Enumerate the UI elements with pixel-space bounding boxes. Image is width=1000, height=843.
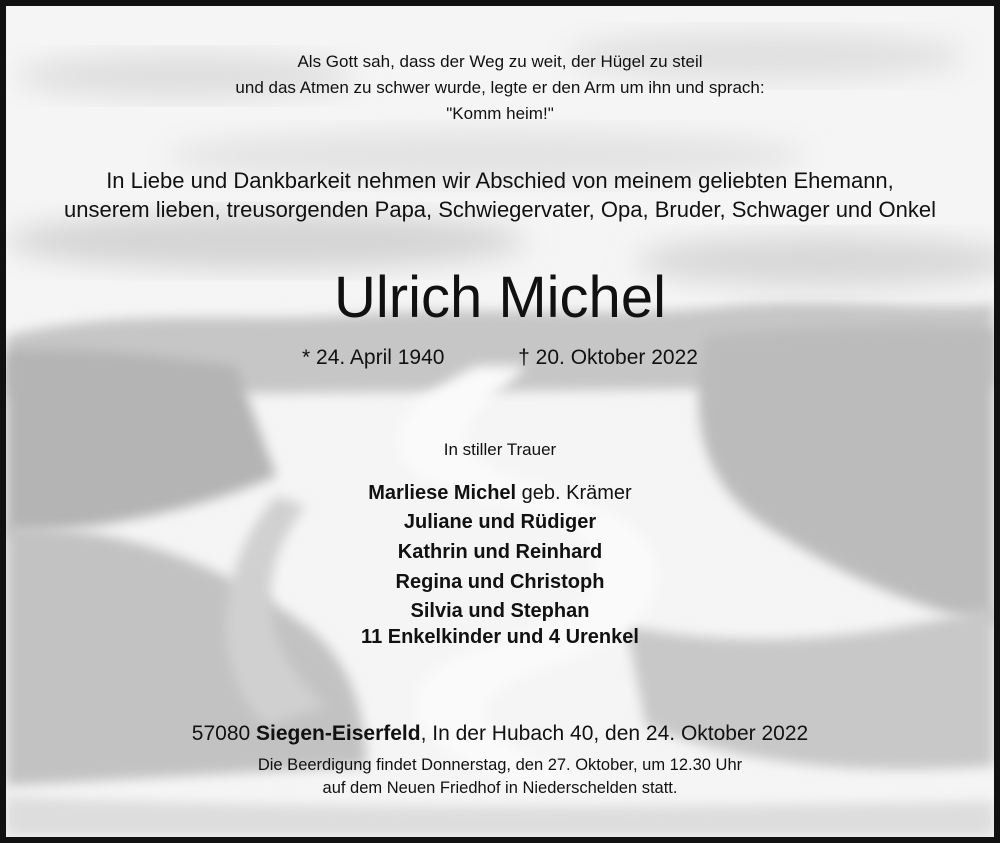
- death-date: † 20. Oktober 2022: [518, 346, 698, 369]
- family-member: Kathrin und Reinhard: [397, 541, 603, 563]
- life-dates: [6, 346, 994, 370]
- address-postcode: 57080: [191, 722, 257, 745]
- pencil-landscape-background: [6, 6, 994, 837]
- widow-name: Marliese Michel: [368, 482, 517, 504]
- funeral-line-2: auf dem Neuen Friedhof in Niederschelden statt.: [322, 779, 678, 797]
- widow-maiden-name: geb. Krämer: [516, 482, 632, 504]
- poem-line-3: "Komm heim!": [446, 104, 554, 123]
- widow-line: [6, 482, 994, 505]
- family-member: Juliane und Rüdiger: [403, 511, 597, 533]
- address-line: [6, 722, 994, 746]
- funeral-line-1: Die Beerdigung findet Donnerstag, den 27. Oktober, um 12.30 Uhr: [257, 756, 743, 774]
- intro-line-1: In Liebe und Dankbarkeit nehmen wir Abschied von meinem geliebten Ehemann,: [106, 168, 894, 193]
- deceased-name: Ulrich Michel: [334, 265, 666, 330]
- birth-date: * 24. April 1940: [302, 346, 445, 369]
- mourning-label: In stiller Trauer: [443, 440, 557, 459]
- poem-line-2: und das Atmen zu schwer wurde, legte er den Arm um ihn und sprach:: [235, 78, 765, 97]
- address-rest: , In der Hubach 40, den 24. Oktober 2022: [420, 722, 809, 745]
- family-member: Silvia und Stephan: [410, 600, 590, 622]
- family-member: Regina und Christoph: [395, 571, 605, 593]
- address-city: Siegen-Eiserfeld: [256, 722, 421, 745]
- poem-line-1: Als Gott sah, dass der Weg zu weit, der Hügel zu steil: [297, 52, 703, 71]
- intro-line-2: unserem lieben, treusorgenden Papa, Schwiegervater, Opa, Bruder, Schwager und Onkel: [64, 197, 936, 222]
- family-member: 11 Enkelkinder und 4 Urenkel: [361, 626, 639, 648]
